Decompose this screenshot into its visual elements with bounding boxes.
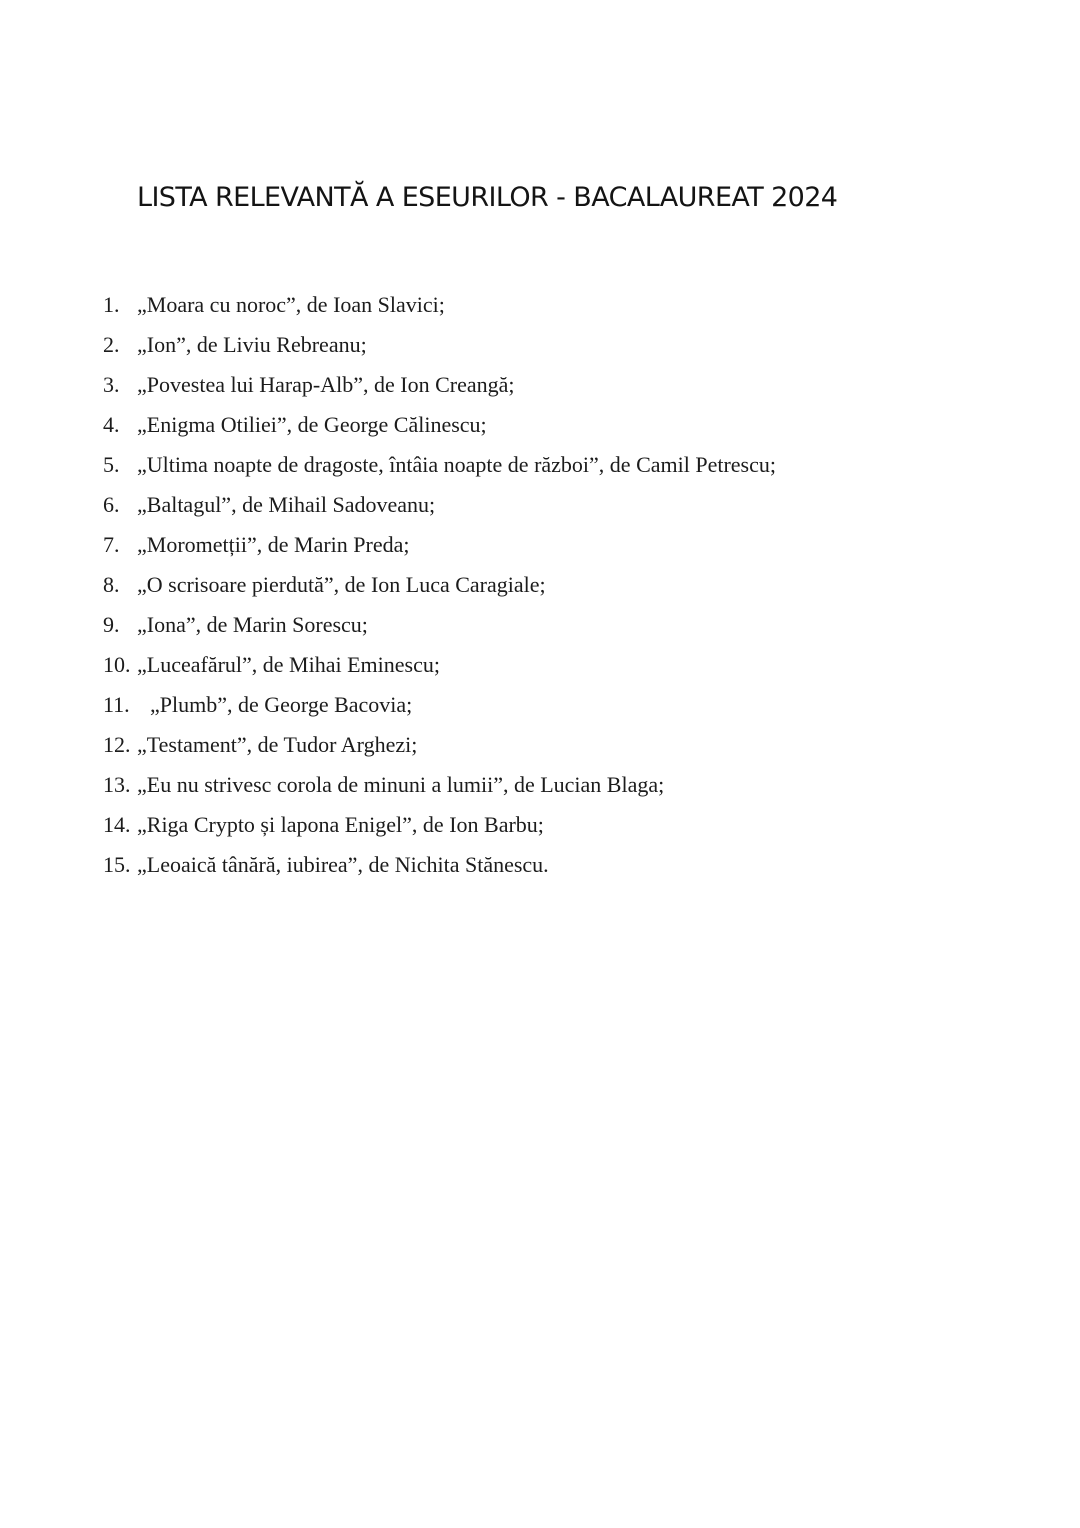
list-item-number: 13. bbox=[103, 772, 131, 797]
list-item-number: 12. bbox=[103, 732, 131, 757]
list-item-text: „Testament”, de Tudor Arghezi; bbox=[137, 732, 418, 757]
list-item-number: 2. bbox=[103, 332, 120, 357]
list-item-number: 7. bbox=[103, 532, 120, 557]
list-item-text: „Enigma Otiliei”, de George Călinescu; bbox=[137, 412, 487, 437]
list-item-number: 4. bbox=[103, 412, 120, 437]
list-item-number: 15. bbox=[103, 852, 131, 877]
page-title: LISTA RELEVANTĂ A ESEURILOR - BACALAUREAT 2024 bbox=[137, 182, 838, 213]
list-item-number: 11. bbox=[103, 692, 130, 717]
list-item-number: 14. bbox=[103, 812, 131, 837]
list-item-text: „Eu nu strivesc corola de minuni a lumii”, de Lucian Blaga; bbox=[137, 772, 665, 797]
list-item-text: „Baltagul”, de Mihail Sadoveanu; bbox=[137, 492, 436, 517]
list-item-number: 6. bbox=[103, 492, 120, 517]
list-item-text: „Povestea lui Harap-Alb”, de Ion Creangă; bbox=[137, 372, 515, 397]
list-item-text: „Moara cu noroc”, de Ioan Slavici; bbox=[137, 292, 445, 317]
list-item-text: „Plumb”, de George Bacovia; bbox=[150, 692, 413, 717]
list-item-text: „Luceafărul”, de Mihai Eminescu; bbox=[137, 652, 440, 677]
list-item-text: „Leoaică tânără, iubirea”, de Nichita Stănescu. bbox=[137, 852, 549, 877]
list-item-text: „Iona”, de Marin Sorescu; bbox=[137, 612, 368, 637]
list-item-text: „Morometții”, de Marin Preda; bbox=[137, 532, 410, 557]
list-item-text: „Ultima noapte de dragoste, întâia noapte de război”, de Camil Petrescu; bbox=[137, 452, 776, 477]
list-item-number: 8. bbox=[103, 572, 120, 597]
list-item-number: 10. bbox=[103, 652, 131, 677]
list-item-text: „Riga Crypto și lapona Enigel”, de Ion Barbu; bbox=[137, 812, 544, 837]
list-item-number: 3. bbox=[103, 372, 120, 397]
list-item-number: 9. bbox=[103, 612, 120, 637]
list-item-text: „Ion”, de Liviu Rebreanu; bbox=[137, 332, 367, 357]
list-item-text: „O scrisoare pierdută”, de Ion Luca Caragiale; bbox=[137, 572, 546, 597]
list-item-number: 1. bbox=[103, 292, 120, 317]
list-item-number: 5. bbox=[103, 452, 120, 477]
